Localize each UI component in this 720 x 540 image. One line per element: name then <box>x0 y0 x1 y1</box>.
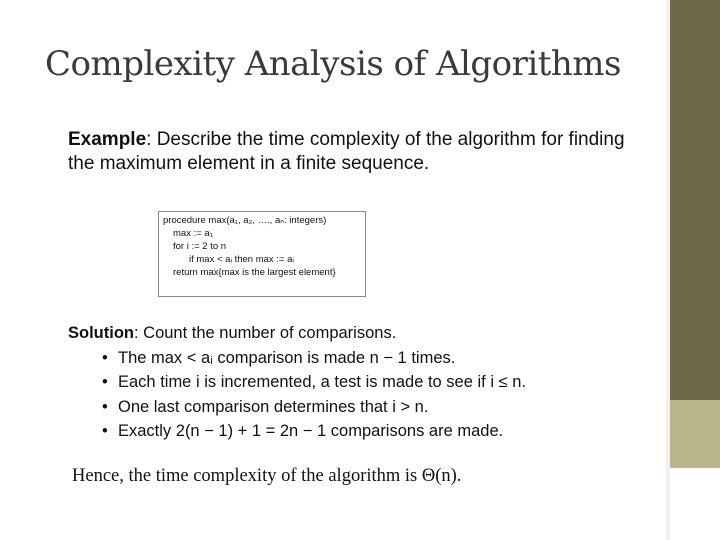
pseudocode-box <box>158 211 366 297</box>
example-label: Example <box>68 129 147 150</box>
solution-label: Solution <box>68 324 134 342</box>
solution-text: : Count the number of comparisons. <box>133 324 397 342</box>
code-line-loop: for i := 2 to n <box>173 241 227 252</box>
code-line-return: return max{max is the largest element} <box>173 267 336 278</box>
code-line-init: max := a₁ <box>173 228 213 239</box>
sidebar-foot <box>670 468 720 540</box>
bullet-item: • Exactly 2(n − 1) + 1 = 2n − 1 comparisons are made. <box>68 419 526 444</box>
code-line-procedure: procedure max(a₁, a₂, …., aₙ: integers) <box>163 215 327 226</box>
slide-title: Complexity Analysis of Algorithms <box>45 44 621 84</box>
example-paragraph <box>68 128 648 176</box>
solution-bullets <box>68 346 526 444</box>
bullet-item: • The max < aᵢ comparison is made n − 1 times. <box>68 346 526 371</box>
sidebar-dark-band <box>670 0 720 400</box>
sidebar-accent-band <box>670 400 720 468</box>
bullet-item: • One last comparison determines that i > n. <box>68 395 526 420</box>
bullet-item: • Each time i is incremented, a test is made to see if i ≤ n. <box>68 370 526 395</box>
example-text: : Describe the time complexity of the algorithm for finding the maximum element in a finite sequence. <box>68 129 625 174</box>
solution-section <box>68 321 526 444</box>
code-line-compare: if max < aᵢ then max := aᵢ <box>189 254 294 265</box>
conclusion-text: Hence, the time complexity of the algorithm is Θ(n). <box>72 466 462 486</box>
solution-heading <box>68 321 526 346</box>
